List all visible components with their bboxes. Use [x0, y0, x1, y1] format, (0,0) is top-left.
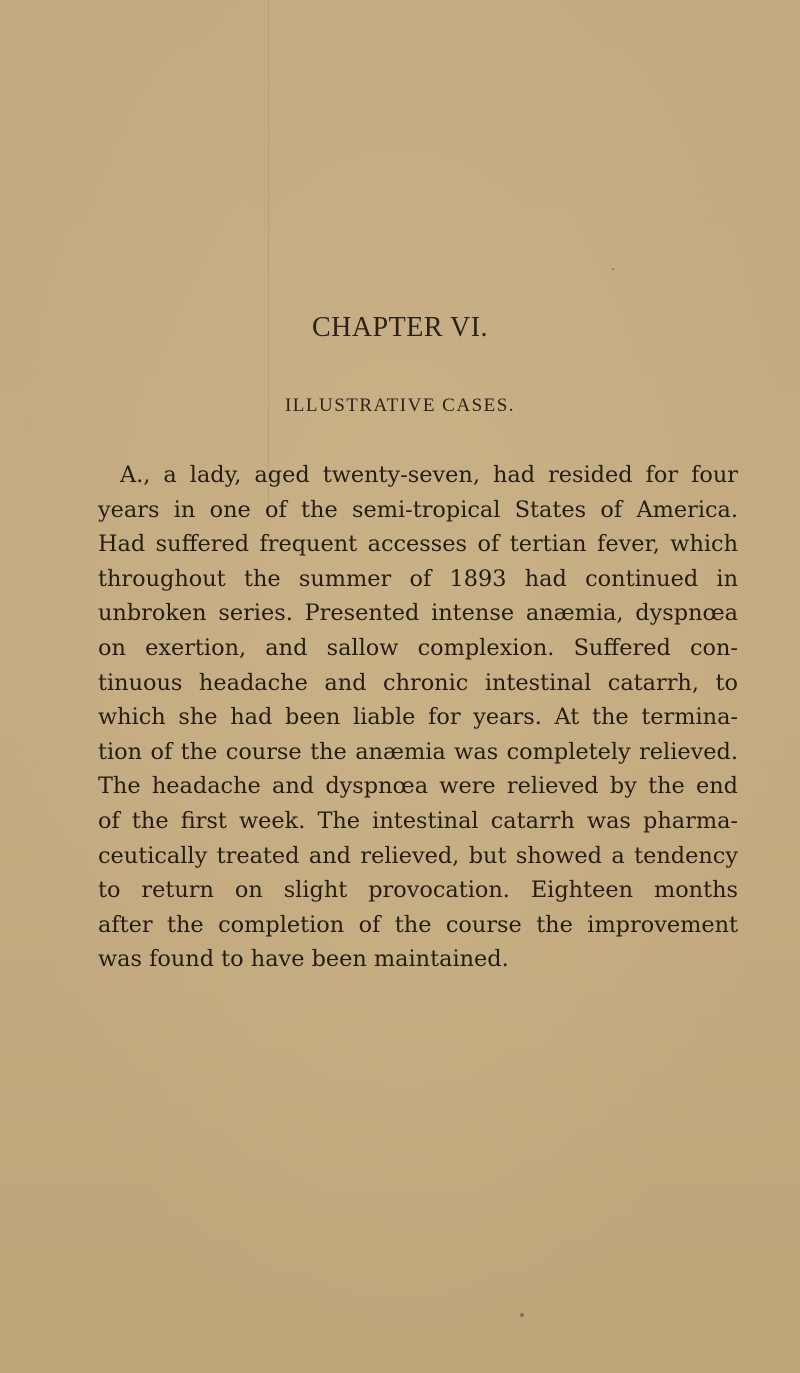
paper-speck [612, 268, 614, 270]
text-line: which she had been liable for years. At the termina- [98, 704, 738, 731]
text-line: tinuous headache and chronic intestinal catarrh, to [98, 669, 738, 696]
text-line: Had suffered frequent accesses of tertian fever, which [98, 531, 738, 558]
text-line: after the completion of the course the improvement [98, 911, 738, 938]
text-line: years in one of the semi-tropical States of America. [98, 496, 738, 523]
text-line: A., a lady, aged twenty-seven, had resided for four [120, 462, 738, 488]
paper-crease [268, 0, 269, 520]
text-line: The headache and dyspnœa were relieved by the end [98, 773, 738, 800]
paper-speck [520, 1313, 524, 1317]
case-paragraph [98, 458, 738, 977]
text-line: throughout the summer of 1893 had continued in [98, 565, 738, 592]
text-line: was found to have been maintained. [98, 946, 509, 973]
text-line: unbroken series. Presented intense anæmia, dyspnœa [98, 600, 738, 627]
text-line: to return on slight provocation. Eighteen months [98, 877, 738, 904]
text-line: of the first week. The intestinal catarrh was pharma- [98, 807, 738, 834]
text-line: on exertion, and sallow complexion. Suffered con- [98, 634, 738, 661]
text-line: ceutically treated and relieved, but showed a tendency [98, 842, 738, 869]
text-line: tion of the course the anæmia was completely relieved. [98, 738, 738, 765]
chapter-subtitle: ILLUSTRATIVE CASES. [284, 395, 516, 416]
chapter-heading: CHAPTER VI. [311, 312, 489, 343]
